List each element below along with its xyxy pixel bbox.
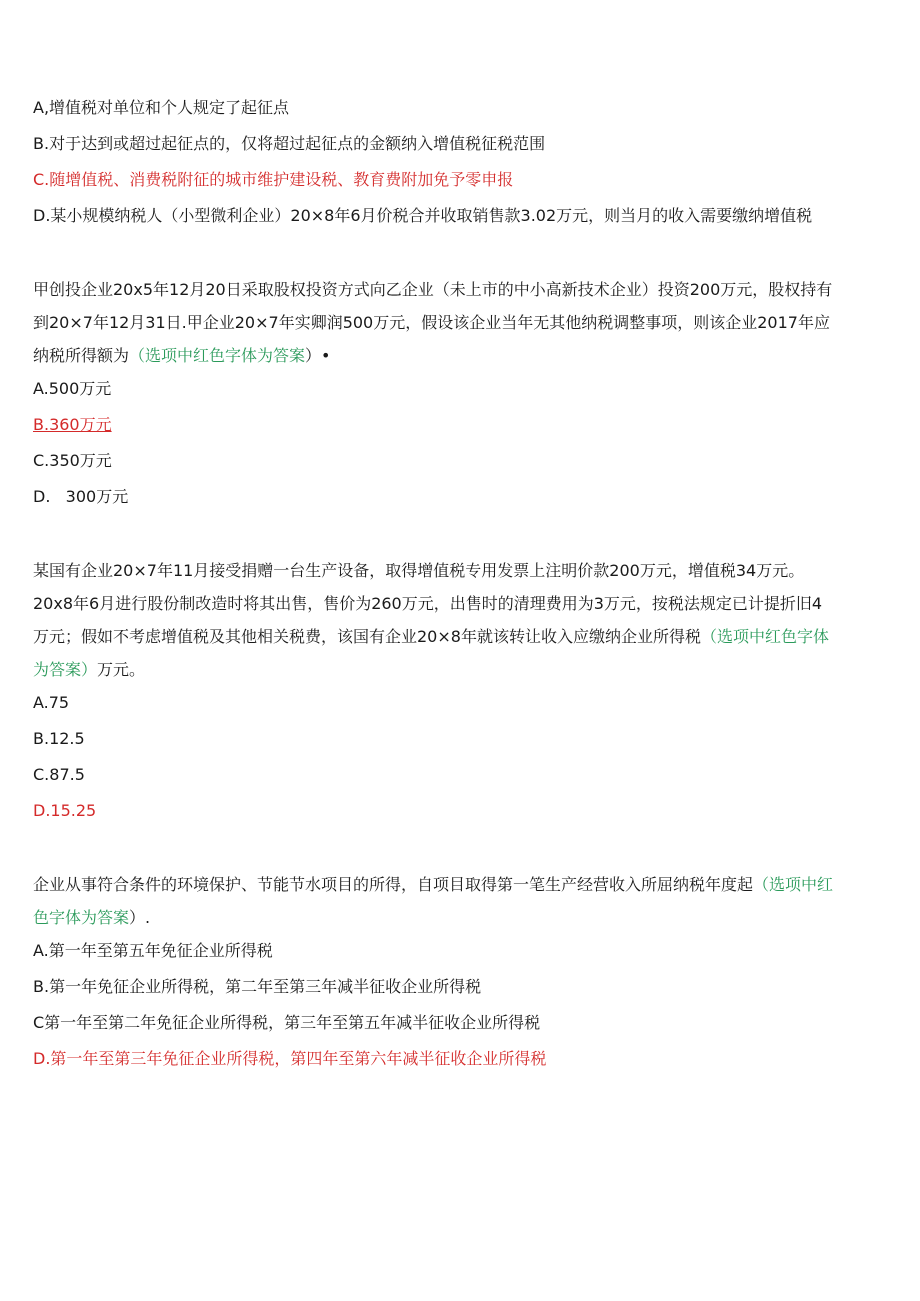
option-c-answer: C.随增值税、消费税附征的城市维护建设税、教育费附加免予零申报 — [33, 170, 514, 189]
option-d-answer: D.15.25 — [33, 801, 97, 820]
option-a: A,增值税对单位和个人规定了起征点 — [33, 98, 290, 117]
question-block-2 — [33, 276, 889, 511]
answer-hint: （选项中红 — [753, 875, 834, 894]
option-c: C第一年至第二年免征企业所得税，第三年至第五年减半征收企业所得税 — [33, 1013, 541, 1032]
question-text-line — [33, 904, 889, 932]
answer-hint: （选项中红色字体 — [700, 627, 829, 646]
question-text-line — [33, 871, 889, 899]
question-text: ）• — [305, 346, 331, 365]
question-text: 纳税所得额为 — [33, 346, 130, 365]
question-block-1 — [33, 94, 889, 230]
question-text-line: 某国有企业20×7年11月接受捐赠一台生产设备，取得增值税专用发票上注明价款200万元，增值税34万元。 — [33, 561, 805, 580]
option-d: D.某小规模纳税人（小型微利企业）20×8年6月价税合并收取销售款3.02万元，则当月的收入需要缴纳增值税 — [33, 206, 813, 225]
question-text-line — [33, 623, 889, 651]
option-a: A.75 — [33, 693, 70, 712]
question-block-4 — [33, 871, 889, 1073]
question-text: 万元。 — [97, 660, 146, 679]
question-text: ）. — [129, 908, 151, 927]
option-b-answer: B.360万元 — [33, 415, 112, 434]
option-d: D. 300万元 — [33, 487, 129, 506]
question-text-line: 到20×7年12月31日.甲企业20×7年实卿润500万元，假设该企业当年无其他纳税调整事项，则该企业2017年应 — [33, 313, 830, 332]
document-page — [33, 94, 889, 1081]
option-d-answer: D.第一年至第三年免征企业所得税，第四年至第六年减半征收企业所得税 — [33, 1049, 547, 1068]
answer-hint: 色字体为答案 — [33, 908, 130, 927]
question-text-line — [33, 342, 889, 370]
option-a: A.第一年至第五年免征企业所得税 — [33, 941, 273, 960]
question-text-line: 甲创投企业20x5年12月20日采取股权投资方式向乙企业（未上市的中小高新技术企业）投资200万元，股权持有 — [33, 280, 833, 299]
option-c: C.87.5 — [33, 765, 85, 784]
option-b: B.对于达到或超过起征点的，仅将超过起征点的金额纳入增值税征税范围 — [33, 134, 546, 153]
question-text-line: 20x8年6月进行股份制改造时将其出售，售价为260万元，出售时的清理费用为3万元，按税法规定已计提折旧4 — [33, 594, 823, 613]
question-text-line — [33, 656, 889, 684]
option-b: B.第一年免征企业所得税，第二年至第三年减半征收企业所得税 — [33, 977, 482, 996]
question-text: 企业从事符合条件的环境保护、节能节水项目的所得，自项目取得第一笔生产经营收入所屈纳税年度起 — [33, 875, 754, 894]
option-b: B.12.5 — [33, 729, 85, 748]
answer-hint: 为答案） — [33, 660, 98, 679]
option-a: A.500万元 — [33, 379, 112, 398]
question-text: 万元；假如不考虑增值税及其他相关税费，该国有企业20×8年就该转让收入应缴纳企业所得税 — [33, 627, 701, 646]
answer-hint: （选项中红色字体为答案 — [129, 346, 306, 365]
option-c: C.350万元 — [33, 451, 112, 470]
question-block-3 — [33, 557, 889, 825]
